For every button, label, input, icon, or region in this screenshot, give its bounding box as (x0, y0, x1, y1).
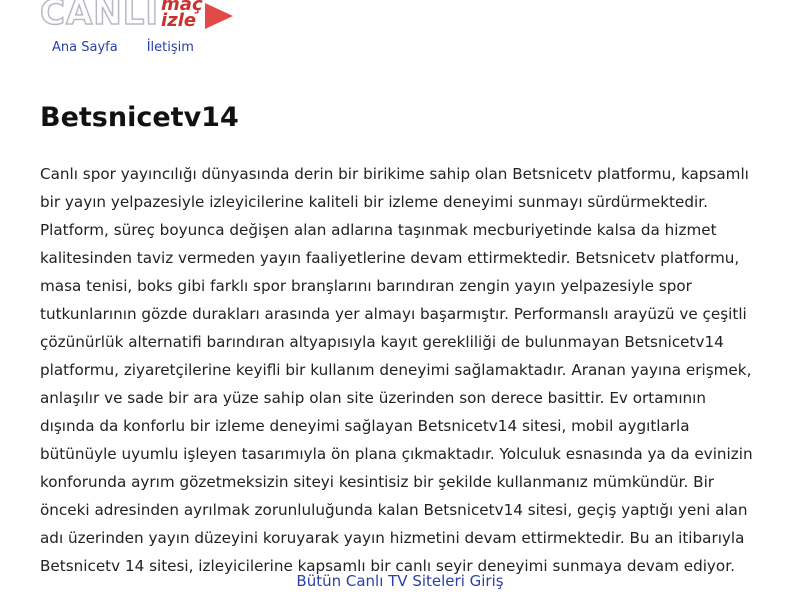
logo-word-mac: maç (161, 0, 203, 15)
site-logo[interactable] (40, 0, 233, 38)
all-live-tv-sites-link[interactable]: Bütün Canlı TV Siteleri Giriş (296, 572, 504, 590)
play-icon (205, 3, 233, 29)
main-nav (52, 40, 194, 55)
article-body: Canlı spor yayıncılığı dünyasında derin bir birikime sahip olan Betsnicetv platformu, kapsamlı bir yayın yelpazesiyle izleyicilerine kaliteli bir izleme deneyimi sunmayı sürdürmektedir. Platform, süreç boyunca değişen alan adlarına taşınmak mecburiyetinde kalsa da hizmet kalitesinden taviz vermeden yayın faaliyetlerine devam ettirmektedir. Betsnicetv platformu, masa tenisi, boks gibi farklı spor branşlarını barındıran zengin yayın yelpazesiyle spor tutkunlarının gözde durakları arasında yer almayı başarmıştır. Performanslı arayüzü ve çeşitli çözünürlük alternatifi barındıran altyapısıyla kayıt gerekliliği de bulunmayan Betsnicetv14 platformu, ziyaretçilerine keyifli bir kullanım deneyimi sağlamaktadır. Aranan yayına erişmek, anlaşılır ve sade bir ara yüze sahip olan site üzerinden son derece basittir. Ev ortamının dışında da konforlu bir izleme deneyimi sağlayan Betsnicetv14 sitesi, mobil aygıtlarla bütünüyle uyumlu işleyen tasarımıyla ön plana çıkmaktadır. Yolculuk esnasında ya da evinizin konforunda ayrım gözetmeksizin siteyi kesintisiz bir şekilde kullanmanız mümkündür. Bir önceki adresinden ayrılmak zorunluluğunda kalan Betsnicetv14 sitesi, geçiş yaptığı yeni alan adı üzerinden yayın düzeyini koruyarak yayın hizmetini devam ettirmektedir. Bu an itibarıyla Betsnicetv 14 sitesi, izleyicilerine kapsamlı bir canlı seyir deneyimi sunmaya devam ediyor. (40, 165, 753, 575)
footer (0, 572, 800, 590)
header (40, 0, 760, 66)
logo-word-izle: izle (161, 10, 197, 31)
nav-link-contact[interactable]: İletişim (146, 40, 194, 55)
logo-stack (161, 0, 203, 29)
page-title: Betsnicetv14 (40, 102, 239, 133)
nav-link-home[interactable]: Ana Sayfa (52, 40, 118, 55)
logo-word-canli: CANLI (40, 0, 160, 33)
